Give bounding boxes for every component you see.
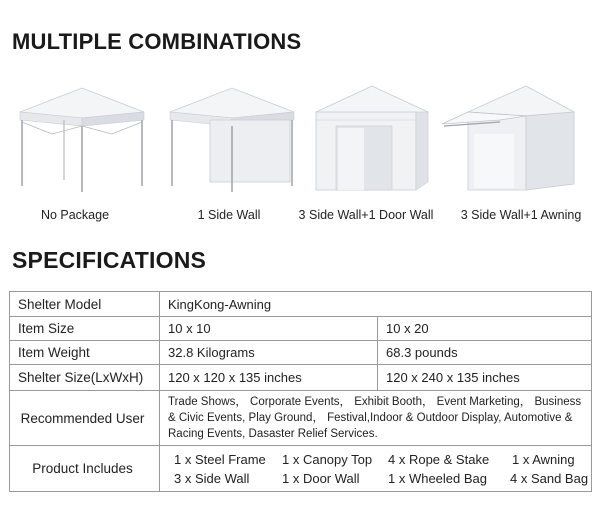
spec-value-recommended-user: Trade Shows， Corporate Events， Exhibit Booth， Event Marketing， Business & Civic Events, Play Ground， Festival,Indoor & Outdoor Display, Automotive & Racing Events, Dasaster Relief Services. (160, 391, 592, 446)
spec-value-shelter-a: 120 x 120 x 135 inches (160, 365, 378, 391)
spec-row-shelter-size (10, 365, 592, 391)
spec-row-product-includes (10, 446, 592, 492)
spec-row-weight (10, 341, 592, 365)
package-label-one-side-wall: 1 Side Wall (197, 208, 261, 222)
spec-value-shelter-b: 120 x 240 x 135 inches (378, 365, 592, 391)
spec-row-model (10, 292, 592, 317)
spec-value-size-a: 10 x 10 (160, 317, 378, 341)
spec-row-recommended-user (10, 391, 592, 446)
spec-value-product-includes (160, 446, 592, 492)
combinations-heading: MULTIPLE COMBINATIONS (12, 29, 302, 54)
package-label-no-package: No Package (40, 208, 110, 222)
spec-label-size: Item Size (10, 317, 160, 341)
includes-grid (160, 448, 591, 490)
specifications-table (9, 291, 592, 492)
include-item: 1 x Awning (512, 451, 575, 467)
include-item: 1 x Wheeled Bag (388, 470, 488, 486)
spec-label-recommended-user: Recommended User (10, 391, 160, 446)
include-item: 4 x Rope & Stake (388, 451, 490, 467)
spec-value-size-b: 10 x 20 (378, 317, 592, 341)
spec-value-model: KingKong-Awning (160, 292, 592, 317)
spec-label-model: Shelter Model (10, 292, 160, 317)
tent-image-awning (442, 82, 582, 200)
include-item: 3 x Side Wall (174, 470, 250, 486)
spec-value-weight-a: 32.8 Kilograms (160, 341, 378, 365)
include-item: 1 x Steel Frame (174, 451, 266, 467)
package-label-awning: 3 Side Wall+1 Awning (460, 208, 582, 222)
include-item: 1 x Door Wall (282, 470, 360, 486)
tent-image-one-side-wall (162, 82, 302, 200)
package-label-door-wall: 3 Side Wall+1 Door Wall (298, 208, 434, 222)
spec-value-weight-b: 68.3 pounds (378, 341, 592, 365)
tent-image-no-package (12, 82, 152, 200)
include-item: 4 x Sand Bag (510, 470, 589, 486)
include-item: 1 x Canopy Top (282, 451, 373, 467)
spec-label-shelter-size: Shelter Size(LxWxH) (10, 365, 160, 391)
spec-row-size (10, 317, 592, 341)
spec-label-product-includes: Product Includes (10, 446, 160, 492)
specifications-heading: SPECIFICATIONS (12, 247, 207, 273)
spec-label-weight: Item Weight (10, 341, 160, 365)
tent-image-door-wall (302, 82, 442, 200)
